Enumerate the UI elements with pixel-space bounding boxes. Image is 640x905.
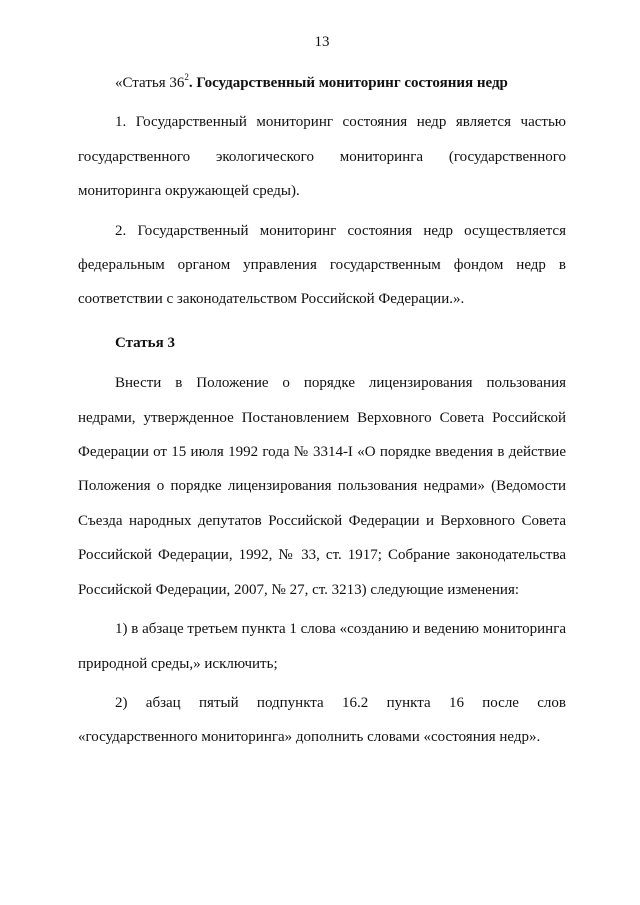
article-3-intro: Внести в Положение о порядке лицензирования пользования недрами, утвержденное Постановлением Верховного Совета Российской Федерации от 15 июля 1992 года № 3314-I «О порядке введения в действие Положения о порядке лицензирования пользования недрами» (Ведомости Съезда народных депутатов Российской Федерации и Верховного Совета Российской Федерации, 1992, № 33, ст. 1917; Собрание законодательства Российской Федерации, 2007, № 27, ст. 3213) следующие изменения: xyxy=(78,375,566,598)
article-36-2-dot: . xyxy=(188,75,197,91)
article-3-title: Статья 3 xyxy=(115,334,175,351)
article-3-item-1: 1) в абзаце третьем пункта 1 слова «созданию и ведению мониторинга природной среды,» исключить; xyxy=(78,621,566,672)
page-number: 13 xyxy=(314,34,330,50)
article-36-2-paragraph-1: 1. Государственный мониторинг состояния недр является частью государственного экологического мониторинга (государственного мониторинга окружающей среды). xyxy=(78,114,566,200)
article-36-2-paragraph-2: 2. Государственный мониторинг состояния недр осуществляется федеральным органом управления государственным фондом недр в соответствии с законодательством Российской Федерации.». xyxy=(78,222,566,308)
article-3-item-2: 2) абзац пятый подпункта 16.2 пункта 16 после слов «государственного мониторинга» дополнить словами «состояния недр». xyxy=(78,694,566,746)
article-36-2-superscript: 2 xyxy=(184,72,189,82)
article-36-2-heading xyxy=(78,66,566,100)
article-36-2-prefix: «Статья 36 xyxy=(115,75,185,91)
article-36-2-title: Государственный мониторинг состояния недр xyxy=(196,75,508,91)
document-page xyxy=(78,0,566,905)
document-body xyxy=(78,66,566,755)
